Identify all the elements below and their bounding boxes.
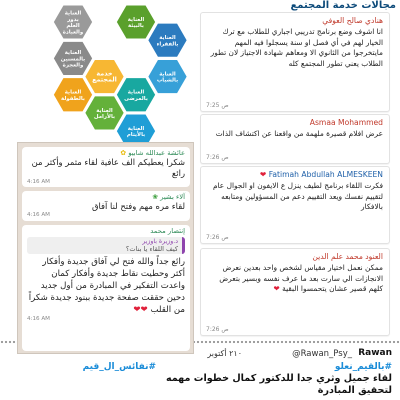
testimonial-time: 7:26 ص — [206, 154, 229, 161]
testimonial-text-content: ممكن نعمل اختيار مقياس لشخص واحد بعدين نعرض الانجازات الي سارت بعد ما عرف نفسه وبسير بتعرض كلهم قصير عشان يتحمسوا البقية — [219, 263, 383, 294]
testimonial-time: 7:26 ص — [206, 326, 229, 333]
testimonial-time: 7:26 ص — [206, 234, 229, 241]
chat-bubble — [22, 191, 190, 221]
service-area-hex — [53, 41, 93, 76]
hex-label: بالمرضى — [124, 95, 148, 102]
sunflower-icon: ✿ — [120, 149, 127, 157]
hex-label: والعبادة — [62, 29, 84, 36]
testimonial-author: Asmaa Mohammed — [309, 118, 383, 127]
chat-sender-name: آلاء بشير — [160, 193, 185, 201]
hex-label: بالفقراء — [156, 41, 179, 48]
heart-icon: ❤ — [273, 284, 280, 294]
hex-label: بالأرامل — [93, 114, 116, 121]
testimonial-text: فكرت اللقاء برنامج لطيف ينزل ع الايفون او الجوال عام لتقييم نفسك ويعد التقييم دعم من المسؤولين ومتابعه بالافكار — [212, 181, 383, 212]
chat-bubble — [22, 225, 190, 351]
quoted-sender: د.وزيرة باوزير — [142, 238, 178, 245]
testimonial-card — [200, 166, 390, 244]
chat-message-text: لقاء مره مهم وفتح لنا آفاق — [92, 201, 185, 211]
hex-label: بدور — [67, 16, 79, 23]
hex-label: المجتمع — [92, 75, 117, 84]
testimonial-card — [200, 12, 390, 112]
heart-icon: ❤❤ — [133, 305, 148, 315]
hex-label: بالأيتام — [126, 132, 146, 139]
service-area-hex — [116, 5, 156, 40]
service-area-hex — [148, 59, 188, 94]
tweet-date: ٢١٠ أكتوبر — [207, 349, 242, 358]
chat-message-text — [27, 256, 185, 316]
service-area-hex — [85, 96, 125, 131]
chat-sender-name: عائشة عبدالله شابيو — [128, 149, 185, 157]
quoted-message[interactable] — [27, 237, 185, 254]
service-area-hex — [148, 23, 188, 58]
hex-label: العناية — [64, 50, 82, 57]
hex-label: العناية — [64, 89, 82, 96]
hashtag-link[interactable]: #نفائس_ال_قيم — [82, 362, 156, 372]
hex-label: بالمسنين — [60, 56, 86, 63]
hex-label: العناية — [127, 126, 145, 133]
testimonial-text: انا اشوف وضع برنامج تدريبي اجباري للطلاب مع ترك الخيار لهم في أي فصل او سنة يسجلوا فيه المهم مايتخرجوا من الثانوي الا ومعاهم شهادة الاجتياز لان تطور الطلاب يعني تطور المجتمع كله — [210, 27, 383, 68]
hex-label: بالشباب — [156, 77, 179, 84]
chat-time: 4:16 AM — [27, 316, 50, 322]
chat-message-text: شكرا يعطيكم الف عافية لقاء مثمر وأكثر من رائع — [31, 157, 185, 178]
quoted-text: كيف اللقاء يا بنات؟ — [125, 245, 178, 253]
flower-icon: ❀ — [152, 193, 158, 201]
hex-label: العناية — [127, 89, 145, 96]
community-service-infographic — [18, 2, 194, 139]
service-area-hex — [53, 77, 93, 112]
chat-time: 4:16 AM — [27, 212, 50, 218]
testimonial-author-name: العنود محمد علم الدين — [312, 252, 383, 261]
service-area-hex — [116, 77, 156, 112]
hashtag-link[interactable]: #بالقيم_نعلو — [334, 362, 392, 372]
tweet-header — [22, 348, 392, 362]
hex-label: العناية — [159, 35, 176, 42]
tweet-text: لقاء جميل وثري جدا للدكتور كمال خطوات مهمه لتحقيق المبادرة — [165, 373, 392, 396]
heart-icon: ❤ — [259, 170, 267, 179]
testimonial-card — [200, 114, 390, 164]
chat-sender-name: إنتصار محمد — [150, 227, 185, 235]
infographic-title: مجالات خدمة المجتمع — [290, 0, 396, 11]
hex-label: بالبيئة — [128, 23, 144, 30]
tweet-author-name[interactable]: Rawan — [358, 348, 392, 358]
hex-label: العناية — [159, 71, 176, 78]
hex-label: العناية — [64, 10, 82, 17]
service-area-hex — [53, 5, 93, 40]
testimonial-text: عرض افلام قصيرة ملهمة من واقعنا عن اكتشاف الذات — [215, 129, 383, 138]
chat-sender — [27, 149, 185, 157]
chat-message-content: رائع جداً والله فتح لي آفاق جديدة وأفكار أكثر وحطيت نقاط جديدة وأفكار كمان واعدت التفكير في المبادرة من أول جديد دحين حققت صفحة جديدة ببنود جديدة شكراً من القلب — [28, 257, 185, 315]
testimonial-author — [207, 170, 383, 179]
hex-label: العلم — [66, 23, 80, 30]
hex-label: العناية — [96, 107, 113, 114]
hex-label: بالطفولة — [61, 95, 85, 102]
center-hex — [85, 59, 125, 94]
testimonial-text — [207, 263, 383, 295]
tweet-author-handle[interactable]: @Rawan_Psy_ — [292, 349, 352, 359]
chat-time: 4:16 AM — [27, 179, 50, 185]
testimonial-card — [200, 248, 390, 336]
hex-label: خدمة — [96, 69, 113, 78]
testimonial-time: 7:25 ص — [206, 102, 229, 109]
chat-bubble — [22, 147, 190, 187]
chat-sender — [27, 193, 185, 201]
testimonial-author — [207, 252, 383, 261]
testimonial-author-name: Fatimah Abdullah ALMESKEEN — [268, 170, 383, 179]
whatsapp-chat-panel — [17, 142, 194, 354]
testimonial-author: هنادي صالح العوفي — [322, 16, 383, 25]
hex-label: العناية — [127, 16, 145, 23]
hex-label: والعجزة — [62, 62, 84, 69]
tweet-card — [20, 348, 396, 400]
